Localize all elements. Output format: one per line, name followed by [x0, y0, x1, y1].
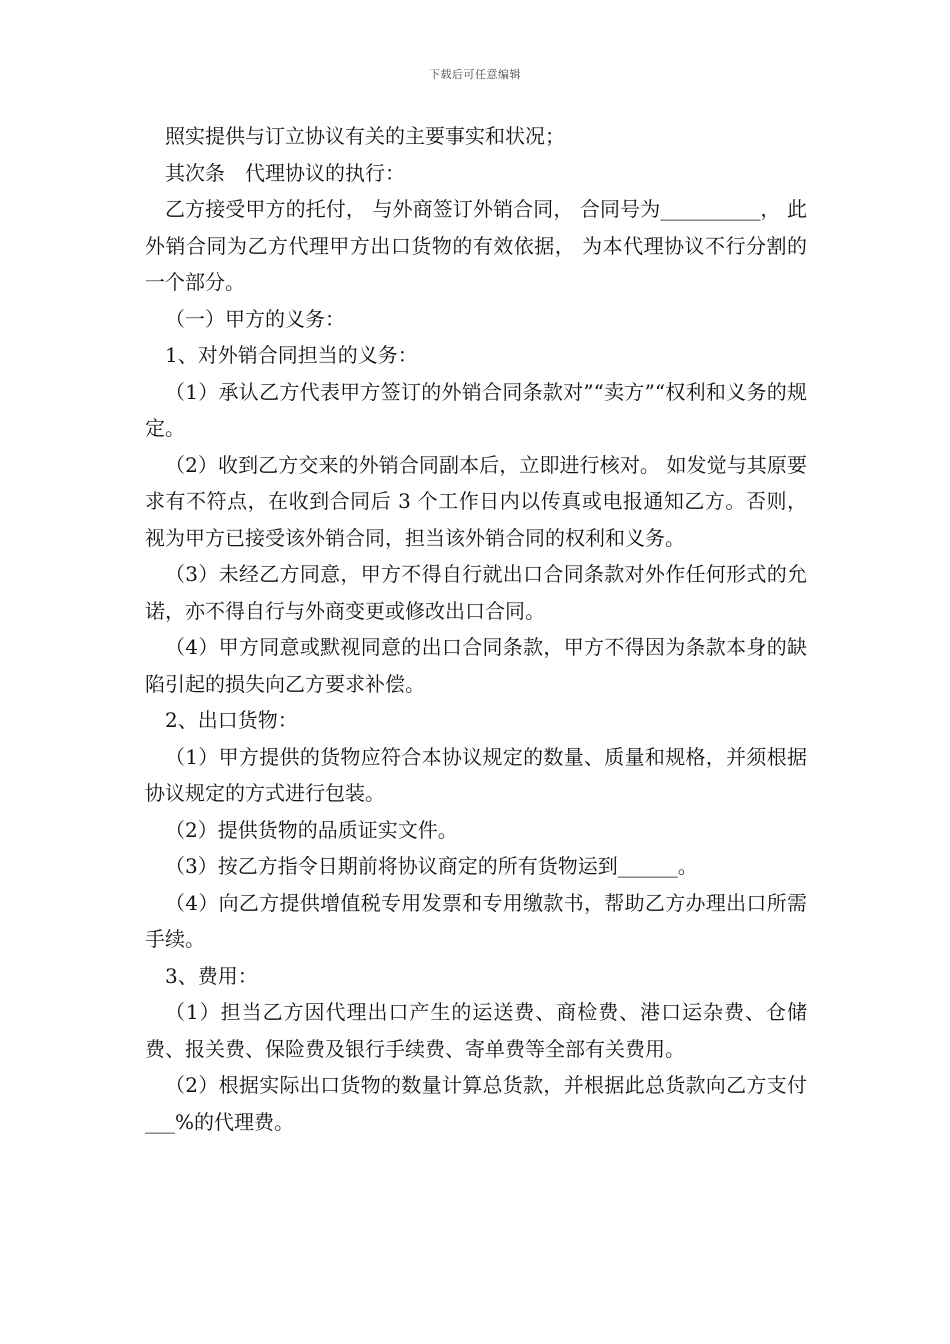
paragraph-6: （1）承认乙方代表甲方签订的外销合同条款对”“卖方”“权利和义务的规定。 [145, 379, 807, 440]
paragraph-14: （4）向乙方提供增值税专用发票和专用缴款书，帮助乙方办理出口所需手续。 [145, 890, 807, 951]
paragraph-1: 照实提供与订立协议有关的主要事实和状况； [165, 124, 565, 148]
paragraph-8: （3）未经乙方同意，甲方不得自行就出口合同条款对外作任何形式的允诺，亦不得自行与外商变更或修改出口合同。 [145, 562, 807, 623]
paragraph-12: （2）提供货物的品质证实文件。 [165, 817, 458, 842]
paragraph-3: 乙方接受甲方的托付， 与外商签订外销合同， 合同号为__________， 此外销合同为乙方代理甲方出口货物的有效依据， 为本代理协议不行分割的一个部分。 [145, 197, 807, 294]
page-header-note: 下载后可任意编辑 [429, 68, 521, 81]
paragraph-4: （一）甲方的义务： [165, 306, 345, 331]
paragraph-7: （2）收到乙方交来的外销合同副本后，立即进行核对。 如发觉与其原要求有不符点，在收到合同后 3 个工作日内以传真或电报通知乙方。否则，视为甲方已接受该外销合同，担当该外销合同的权利和义务。 [145, 452, 807, 550]
paragraph-13: （3）按乙方指令日期前将协议商定的所有货物运到______。 [165, 854, 698, 878]
paragraph-16: （1）担当乙方因代理出口产生的运送费、商检费、港口运杂费、仓储费、报关费、保险费及银行手续费、寄单费等全部有关费用。 [145, 1000, 807, 1061]
paragraph-11: （1）甲方提供的货物应符合本协议规定的数量、质量和规格，并须根据协议规定的方式进行包装。 [145, 744, 807, 805]
paragraph-17: （2）根据实际出口货物的数量计算总货款，并根据此总货款向乙方支付___%的代理费。 [145, 1073, 807, 1134]
document-body [145, 118, 807, 1140]
paragraph-5: 1、对外销合同担当的义务： [165, 343, 418, 367]
paragraph-9: （4）甲方同意或默视同意的出口合同条款，甲方不得因为条款本身的缺陷引起的损失向乙方要求补偿。 [145, 635, 807, 696]
paragraph-15: 3、费用： [165, 963, 258, 988]
paragraph-2: 其次条 代理协议的执行： [165, 160, 405, 185]
paragraph-10: 2、出口货物： [165, 708, 298, 732]
